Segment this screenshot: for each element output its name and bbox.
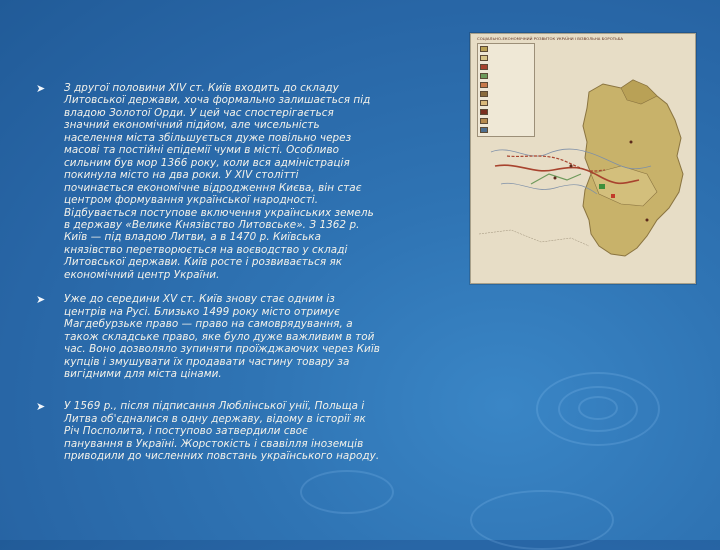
arrowhead-bullet-icon: ➤ (36, 400, 46, 414)
legend-row (478, 44, 534, 53)
legend-swatch (480, 109, 488, 115)
bullet-text: Уже до середини XV ст. Київ знову стає одним із центрів на Русі. Близько 1499 року місто отримує Магдебурзьке право — право на самоврядування, а також складське право, яке було дуже важливим в той час. Воно дозволяло зупиняти проїжджаючих через Київ купців і змушувати їх продавати частину товару за вигідними для міста цінами. (64, 293, 380, 380)
legend-row (478, 98, 534, 107)
legend-row (478, 107, 534, 116)
map-title: СОЦІАЛЬНО-ЕКОНОМІЧНИЙ РОЗВИТОК УКРАЇНИ І ВІЗВОЛЬНА БОРОТЬБА (477, 36, 624, 41)
legend-swatch (480, 46, 488, 52)
water-ripple-decoration (578, 396, 618, 420)
border-line (479, 230, 589, 246)
water-ripple-decoration (300, 470, 394, 514)
city-dot-icon (646, 219, 649, 222)
bullet-item (36, 82, 440, 281)
city-marker-icon (611, 194, 615, 198)
legend-swatch (480, 64, 488, 70)
bullet-text: У 1569 р., після підписання Люблінської унії, Польща і Литва об'єдналися в одну державу, відому в історії як Річ Посполита, і поступово затвердили своє панування в Україні. Жорстокість і свавілля іноземців приводили до численних повстань українського народу. (64, 400, 380, 463)
territory-region-shape (583, 80, 683, 256)
bullet-list (36, 82, 440, 463)
legend-swatch (480, 73, 488, 79)
legend-row (478, 53, 534, 62)
legend-row (478, 71, 534, 80)
arrowhead-bullet-icon: ➤ (36, 82, 46, 95)
legend-row (478, 116, 534, 125)
water-ripple-decoration (470, 490, 614, 550)
historical-map-image (470, 33, 696, 284)
city-dot-icon (570, 165, 573, 168)
legend-swatch (480, 118, 488, 124)
legend-row (478, 89, 534, 98)
legend-swatch (480, 82, 488, 88)
city-marker-icon (599, 184, 605, 189)
bullet-text: З другої половини XIV ст. Київ входить до складу Литовської держави, хоча формально залишається під владою Золотої Орди. У цей час спостерігається значний економічний підйом, але чисельність населення міста збільшується дуже повільно через масові та постійні епідемії чуми в місті. Особливо сильним був мор 1366 року, коли вся адміністрація покинула місто на два роки. У XIV столітті починається економічне відродження Києва, він стає центром формування української народності. Відбувається поступове включення українських земель в державу «Велике Князівство Литовське». З 1362 р. Київ — під владою Литви, а в 1470 р. Київська князівство перетворюється на воєводство у складі Литовської держави. Київ росте і розвивається як економічний центр України. (64, 82, 374, 281)
legend-swatch (480, 100, 488, 106)
legend-row (478, 125, 534, 134)
legend-swatch (480, 127, 488, 133)
legend-row (478, 80, 534, 89)
legend-swatch (480, 55, 488, 61)
legend-swatch (480, 91, 488, 97)
map-legend (477, 43, 535, 137)
city-dot-icon (630, 141, 633, 144)
bullet-item (36, 293, 440, 380)
arrowhead-bullet-icon: ➤ (36, 293, 46, 307)
bullet-item (36, 400, 440, 462)
city-dot-icon (554, 177, 557, 180)
legend-row (478, 62, 534, 71)
river-line (501, 183, 597, 194)
